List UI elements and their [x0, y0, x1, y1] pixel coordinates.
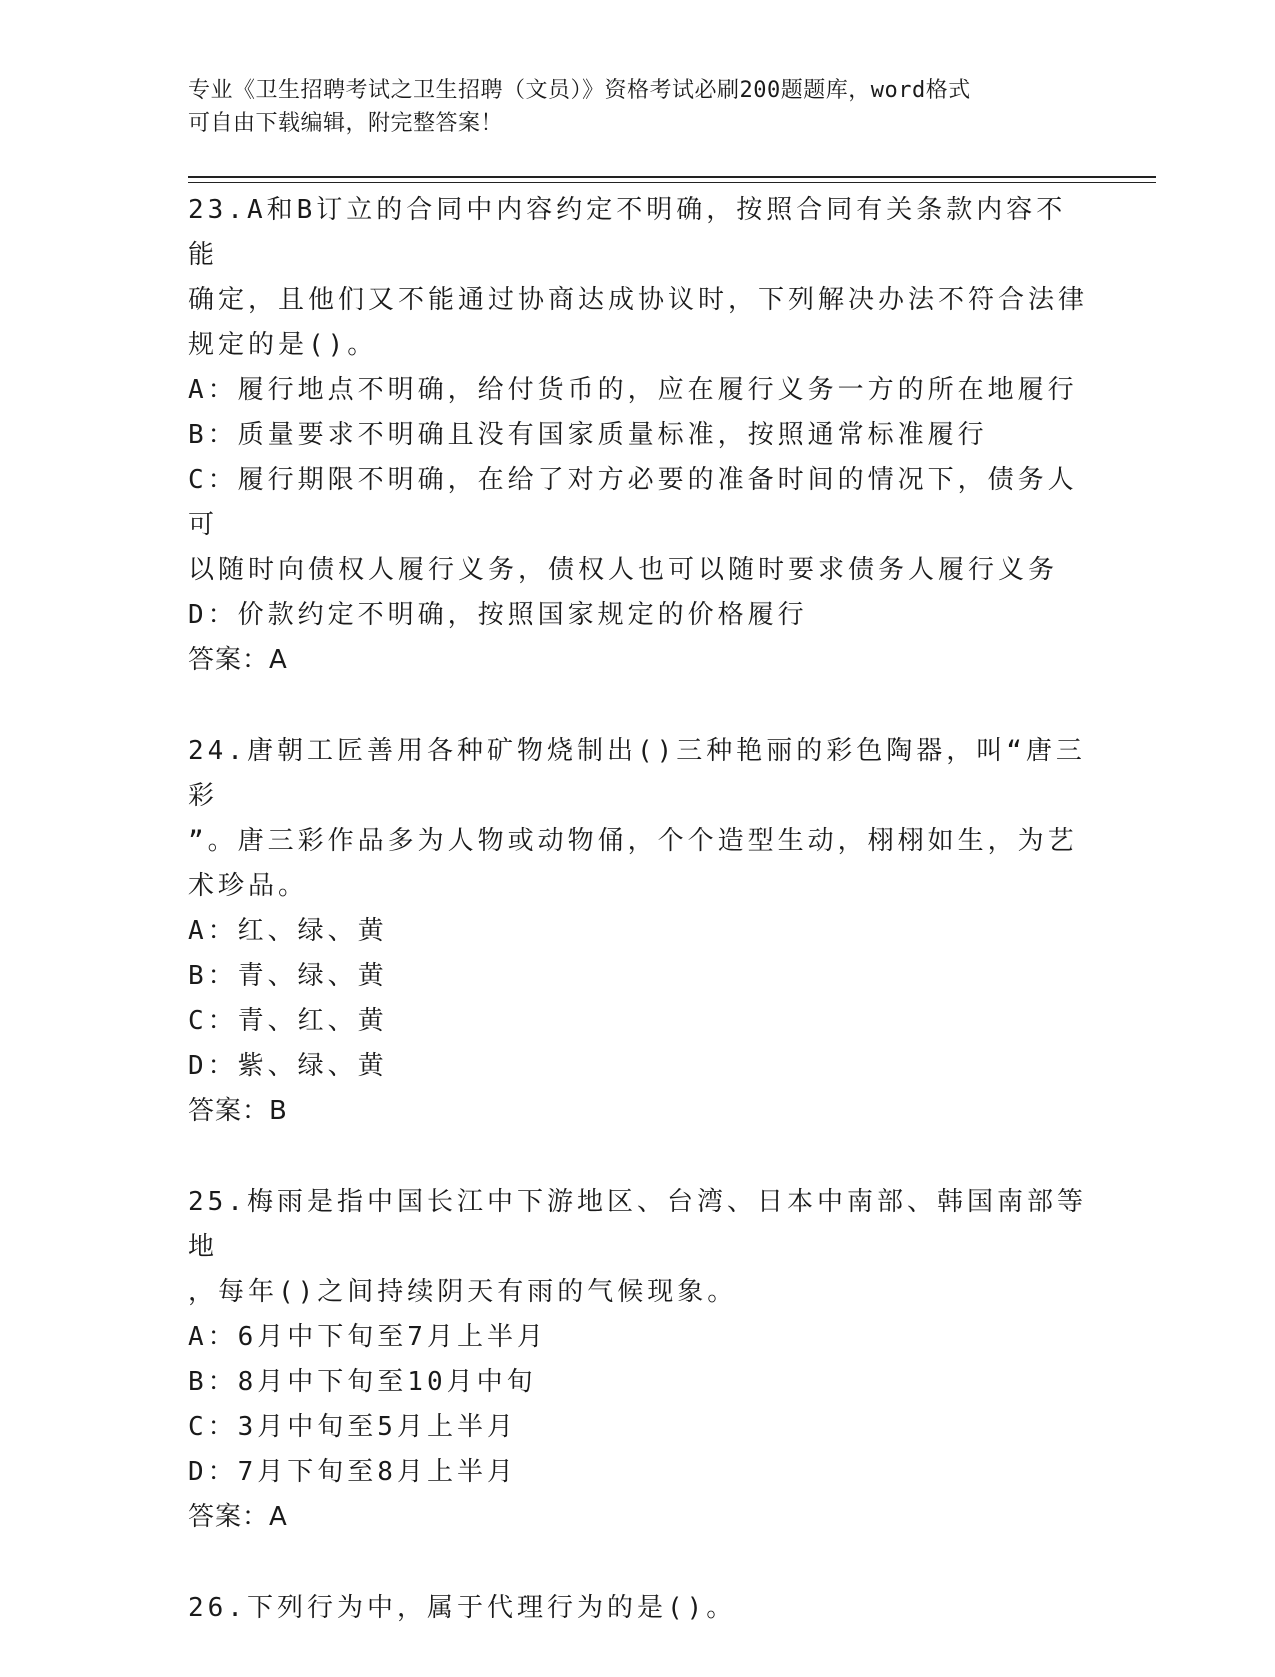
- question-list: [188, 188, 1088, 1677]
- question-stem-line: 26.下列行为中，属于代理行为的是()。: [188, 1593, 737, 1623]
- document-header: [188, 74, 1068, 140]
- answer-option-line: B：8月中下旬至10月中旬: [188, 1367, 537, 1397]
- answer-value: A: [269, 645, 288, 675]
- answer-option-line: C：履行期限不明确，在给了对方必要的准备时间的情况下，债务人可: [188, 465, 1078, 540]
- answer-option-line: A：红、绿、黄: [188, 916, 388, 946]
- answer-label: 答案：: [188, 1502, 270, 1532]
- answer-option-line: D：紫、绿、黄: [188, 1051, 388, 1081]
- answer-option-line: C：青、红、黄: [188, 1006, 388, 1036]
- question-stem-line: 25.梅雨是指中国长江中下游地区、台湾、日本中南部、韩国南部等地: [188, 1187, 1087, 1262]
- question-block: [188, 1586, 1088, 1631]
- answer-line: [188, 1495, 1088, 1540]
- header-line-1: 专业《卫生招聘考试之卫生招聘（文员）》资格考试必刷200题题库，word格式: [188, 78, 971, 103]
- header-divider-thin: [188, 182, 1156, 183]
- answer-option-line: B：质量要求不明确且没有国家质量标准，按照通常标准履行: [188, 420, 988, 450]
- header-divider-thick: [188, 176, 1156, 178]
- question-block: [188, 729, 1088, 1134]
- question-stem-line: 24.唐朝工匠善用各种矿物烧制出()三种艳丽的彩色陶器，叫“唐三彩: [188, 736, 1086, 811]
- question-stem-line: ，每年()之间持续阴天有雨的气候现象。: [188, 1277, 738, 1307]
- answer-value: A: [269, 1502, 288, 1532]
- answer-option-line: C：3月中旬至5月上半月: [188, 1412, 517, 1442]
- question-stem-line: 确定，且他们又不能通过协商达成协议时，下列解决办法不符合法律: [188, 285, 1089, 315]
- answer-option-line: A：履行地点不明确，给付货币的，应在履行义务一方的所在地履行: [188, 375, 1078, 405]
- question-block: [188, 188, 1088, 683]
- answer-line: [188, 1089, 1088, 1134]
- question-stem-line: 术珍品。: [188, 871, 309, 901]
- answer-option-line: D：7月下旬至8月上半月: [188, 1457, 517, 1487]
- answer-line: [188, 638, 1088, 683]
- question-stem-line: 规定的是()。: [188, 330, 378, 360]
- question-block: [188, 1180, 1088, 1540]
- answer-option-line: D：价款约定不明确，按照国家规定的价格履行: [188, 600, 808, 630]
- header-line-2: 可自由下载编辑，附完整答案！: [188, 111, 504, 136]
- answer-option-line: B：青、绿、黄: [188, 961, 388, 991]
- answer-option-line: A：6月中下旬至7月上半月: [188, 1322, 547, 1352]
- answer-label: 答案：: [188, 645, 270, 675]
- question-stem-line: 23.A和B订立的合同中内容约定不明确，按照合同有关条款内容不能: [188, 195, 1067, 270]
- question-stem-line: ”。唐三彩作品多为人物或动物俑，个个造型生动，栩栩如生，为艺: [188, 826, 1078, 856]
- answer-option-line: 以随时向债权人履行义务，债权人也可以随时要求债务人履行义务: [188, 555, 1059, 585]
- answer-label: 答案：: [188, 1096, 270, 1126]
- answer-value: B: [269, 1096, 288, 1126]
